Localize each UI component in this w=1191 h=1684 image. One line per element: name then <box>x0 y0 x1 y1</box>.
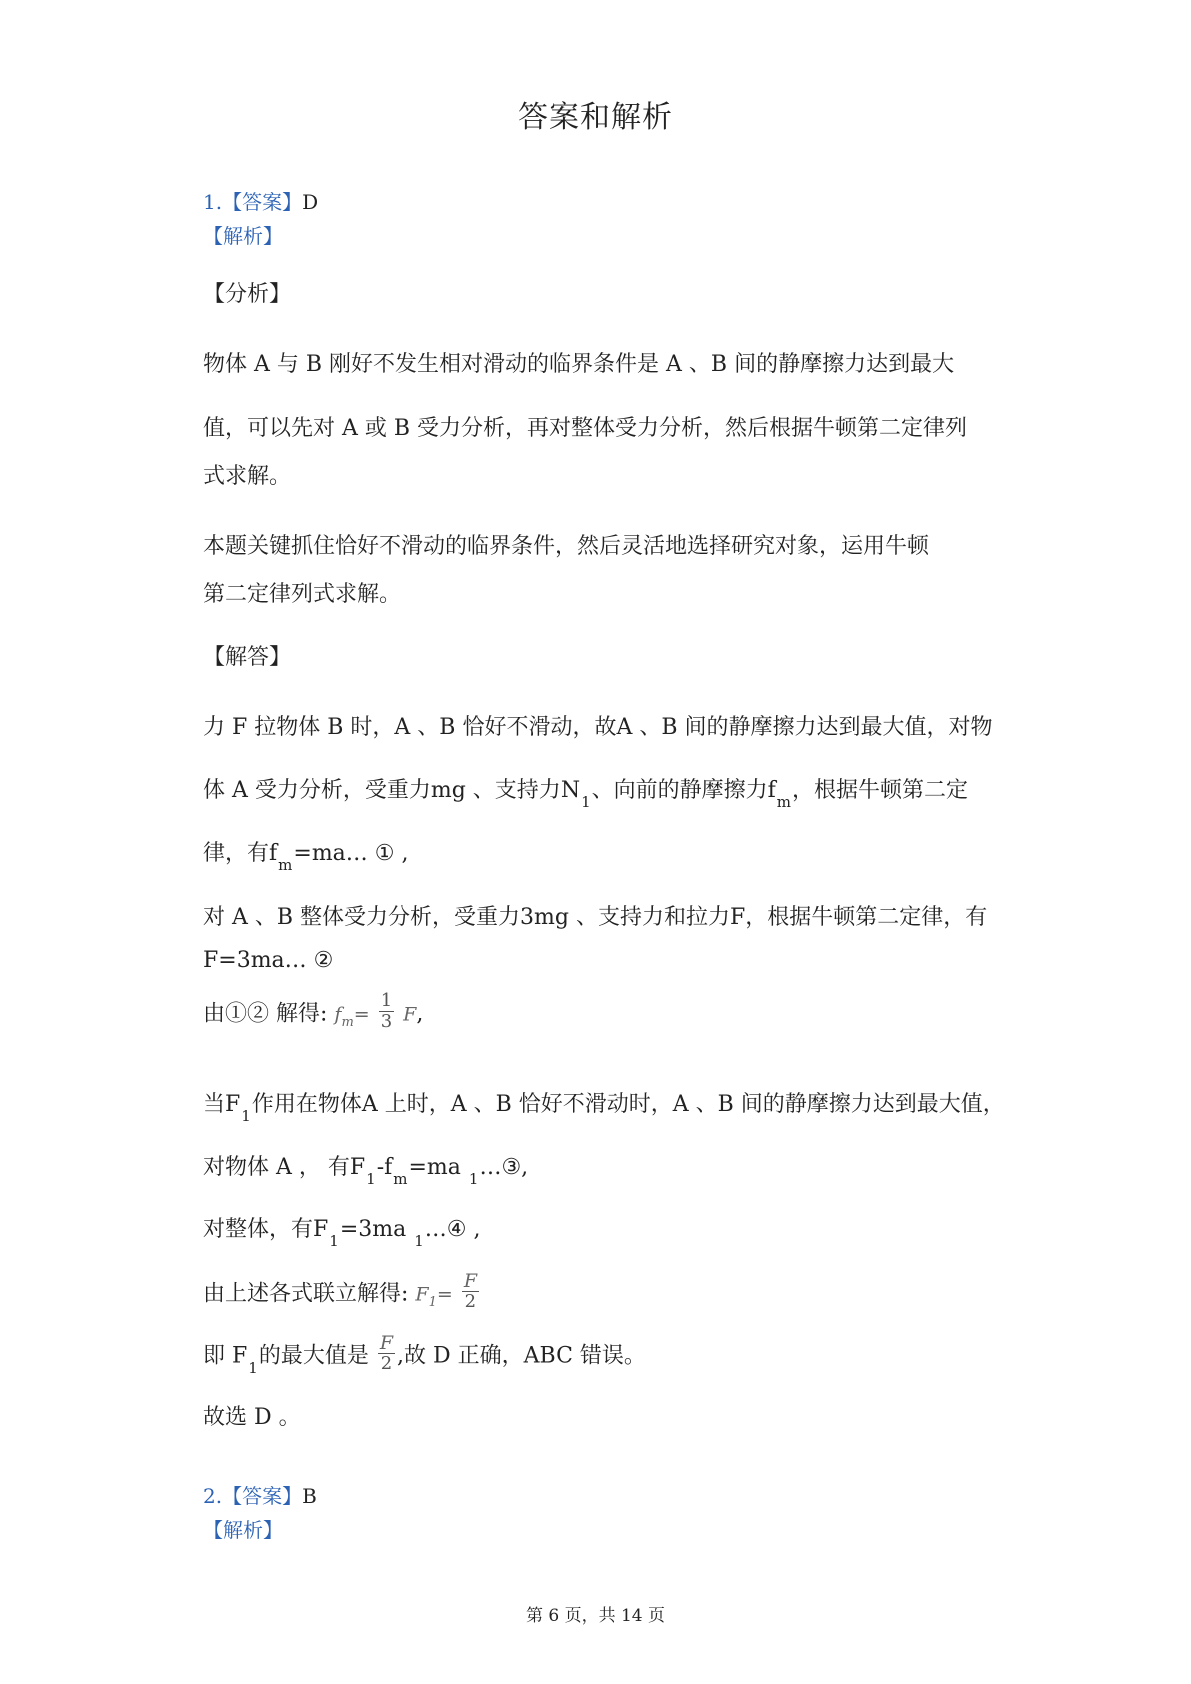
text-run: -f <box>376 1155 393 1180</box>
text-run: =ma <box>408 1155 468 1180</box>
subscript: 1 <box>414 1232 424 1250</box>
fraction-f-over-2 <box>462 1271 479 1312</box>
solution-line-12: 故选 D 。 <box>203 1405 301 1430</box>
text-run: …④ , <box>424 1217 481 1242</box>
solution-line-1: 力 F 拉物体 B 时，A 、B 恰好不滑动，故A 、B 间的静摩擦力达到最大值，对物 <box>203 715 993 740</box>
fenxi-heading: 【分析】 <box>203 282 292 307</box>
fenxi-line-3: 式求解。 <box>203 464 292 489</box>
q1-answer: D <box>302 190 319 214</box>
text-run: 对物体 A ， 有F <box>203 1155 366 1180</box>
solution-line-7 <box>203 1087 1005 1125</box>
text-run: 作用在物体A 上时，A 、B 恰好不滑动时，A 、B 间的静摩擦力达到最大值， <box>251 1092 1005 1117</box>
fenxi-line-2: 值，可以先对 A 或 B 受力分析，再对整体受力分析，然后根据牛顿第二定律列 <box>203 416 968 441</box>
q2-answer-line <box>203 1480 317 1509</box>
text-run: 即 F <box>203 1343 248 1369</box>
solution-line-3 <box>203 836 409 874</box>
fraction-numerator: F <box>379 1332 394 1354</box>
fraction-denominator: 2 <box>380 1353 393 1374</box>
solution-line-6 <box>203 990 424 1035</box>
text-run: 的最大值是 <box>258 1343 369 1369</box>
math-symbol: F <box>415 1283 429 1306</box>
jieda-heading: 【解答】 <box>203 645 292 670</box>
fenxi-line-1: 物体 A 与 B 刚好不发生相对滑动的临界条件是 A 、B 间的静摩擦力达到最大 <box>203 352 955 377</box>
q1-number: 1. <box>203 190 223 214</box>
q2-answer-tag: 【答案】 <box>222 1484 303 1508</box>
subscript: 1 <box>248 1358 258 1377</box>
math-symbol: F <box>403 1003 417 1026</box>
subscript: 1 <box>581 793 591 811</box>
text-run: …③, <box>479 1155 529 1180</box>
fraction-numerator: F <box>463 1270 477 1292</box>
text-run: =3ma <box>339 1217 414 1242</box>
subscript: m <box>776 793 791 811</box>
page-title: 答案和解析 <box>518 100 673 135</box>
subscript: m <box>393 1170 408 1188</box>
text-run: 由①② 解得: <box>203 1001 328 1027</box>
solution-line-8 <box>203 1150 529 1188</box>
solution-line-5: F=3ma… ② <box>203 948 334 973</box>
page-footer: 第 6 页，共 14 页 <box>525 1606 666 1626</box>
solution-line-2 <box>203 773 969 811</box>
math-symbol: = <box>436 1283 453 1306</box>
q2-number: 2. <box>203 1484 223 1508</box>
text-run: ，根据牛顿第二定 <box>792 778 969 803</box>
text-run: =ma… ① , <box>293 841 409 866</box>
text-run: 由上述各式联立解得: <box>203 1281 409 1307</box>
solution-line-10 <box>203 1270 481 1315</box>
q2-analysis-tag: 【解析】 <box>203 1518 283 1542</box>
fraction-denominator: 2 <box>464 1291 477 1312</box>
text-run: 体 A 受力分析，受重力mg 、支持力N <box>203 778 581 803</box>
q1-analysis-tag: 【解析】 <box>203 224 283 248</box>
math-subscript: 1 <box>428 1294 437 1310</box>
solution-line-9 <box>203 1212 481 1250</box>
fraction-numerator: 1 <box>380 990 393 1011</box>
subscript: 1 <box>329 1232 339 1250</box>
subscript: 1 <box>366 1170 376 1188</box>
fraction-one-third <box>379 991 394 1032</box>
text-run: 当F <box>203 1092 241 1117</box>
q1-answer-tag: 【答案】 <box>222 190 303 214</box>
math-symbol: = <box>353 1003 370 1026</box>
fraction-f-over-2 <box>378 1333 395 1374</box>
subscript: 1 <box>241 1107 251 1125</box>
math-subscript: m <box>341 1014 354 1030</box>
q1-answer-line <box>203 186 318 215</box>
solution-line-4: 对 A 、B 整体受力分析，受重力3mg 、支持力和拉力F，根据牛顿第二定律，有 <box>203 905 988 930</box>
text-run: 对整体，有F <box>203 1217 329 1242</box>
key-line-2: 第二定律列式求解。 <box>203 582 402 607</box>
text-run: , <box>416 1001 424 1027</box>
q2-answer: B <box>302 1484 317 1508</box>
math-symbol: f <box>334 1003 342 1026</box>
text-run: ,故 D 正确，ABC 错误。 <box>397 1343 646 1369</box>
subscript: m <box>278 856 293 874</box>
text-run: 、向前的静摩擦力f <box>591 778 776 803</box>
solution-line-11 <box>203 1332 646 1377</box>
key-line-1: 本题关键抓住恰好不滑动的临界条件，然后灵活地选择研究对象，运用牛顿 <box>203 534 930 559</box>
subscript: 1 <box>468 1170 479 1188</box>
fraction-denominator: 3 <box>380 1011 393 1032</box>
text-run: 律，有f <box>203 841 278 866</box>
